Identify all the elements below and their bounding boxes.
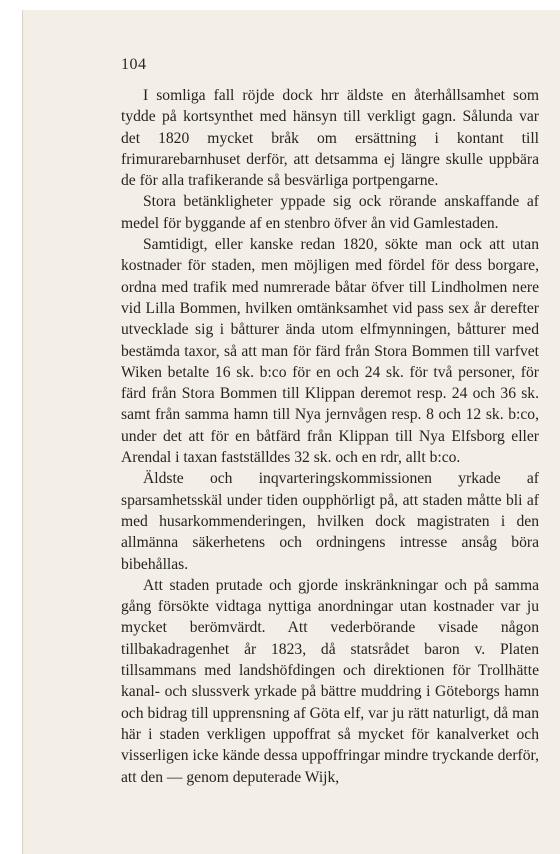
paragraph: Samtidigt, eller kanske redan 1820, sökte man ock att utan kostnader för staden, men möjligen med fördel för dess borgare, ordna med trafik med numrerade båtar öfver till Lindholmen nere vid Lilla Bommen, hvilken omtänksamhet vid pass sex år derefter utvecklade sig i båtturer ända utom elfmynningen, båtturer med bestämda taxor, så att man för färd från Stora Bommen till varfvet Wiken betalte 16 sk. b:co för en och 24 sk. för två personer, för färd från Stora Bommen till Klippan deremot resp. 24 och 36 sk. samt från samma hamn till Nya jernvågen resp. 8 och 12 sk. b:co, under det att för en båtfärd från Klippan till Nya Elfsborg eller Arendal i taxan fastställdes 32 sk. och en rdr, allt b:co. [121,236,539,467]
paragraph: Äldste och inqvarteringskommissionen yrkade af sparsamhetsskäl under tiden oupphörligt på, att staden måtte bli af med husarkommenderingen, hvilken dock magistraten i den allmänna säkerhetens och ordningens intresse ansåg böra bibehållas. [121,470,539,573]
body-text [121,85,539,788]
paragraph: Att staden prutade och gjorde inskränkningar och på samma gång försökte vidtaga nyttiga anordningar utan kostnader var ju mycket berömvärdt. Att vederbörande visade någon tillbakadragenhet år 1823, då statsrådet baron v. Platen tillsammans med landshöfdingen och direktionen för Trollhätte kanal- och slussverk yrkade på bättre muddring i Göteborgs hamn och bidrag till upprensning af Göta elf, var ju rätt naturligt, då man här i staden verkligen uppoffrat så mycket för kanalverket och visserligen icke kände dessa uppoffringar mindre tryckande derför, att den — genom deputerade Wijk, [121,576,539,786]
paragraph: I somliga fall röjde dock hrr äldste en återhållsamhet som tydde på kortsynthet med hänsyn till verkligt gagn. Sålunda var det 1820 mycket bråk om ersättning i kontant till frimurarebarnhuset derför, att detsamma ej längre skulle uppbära de för alla trafikerande så besvärliga portpengarne. [121,87,539,190]
paragraph: Stora betänkligheter yppade sig ock rörande anskaffande af medel för byggande af en stenbro öfver ån vid Gamlestaden. [121,193,539,232]
book-page [22,10,560,854]
page-number: 104 [121,56,147,73]
